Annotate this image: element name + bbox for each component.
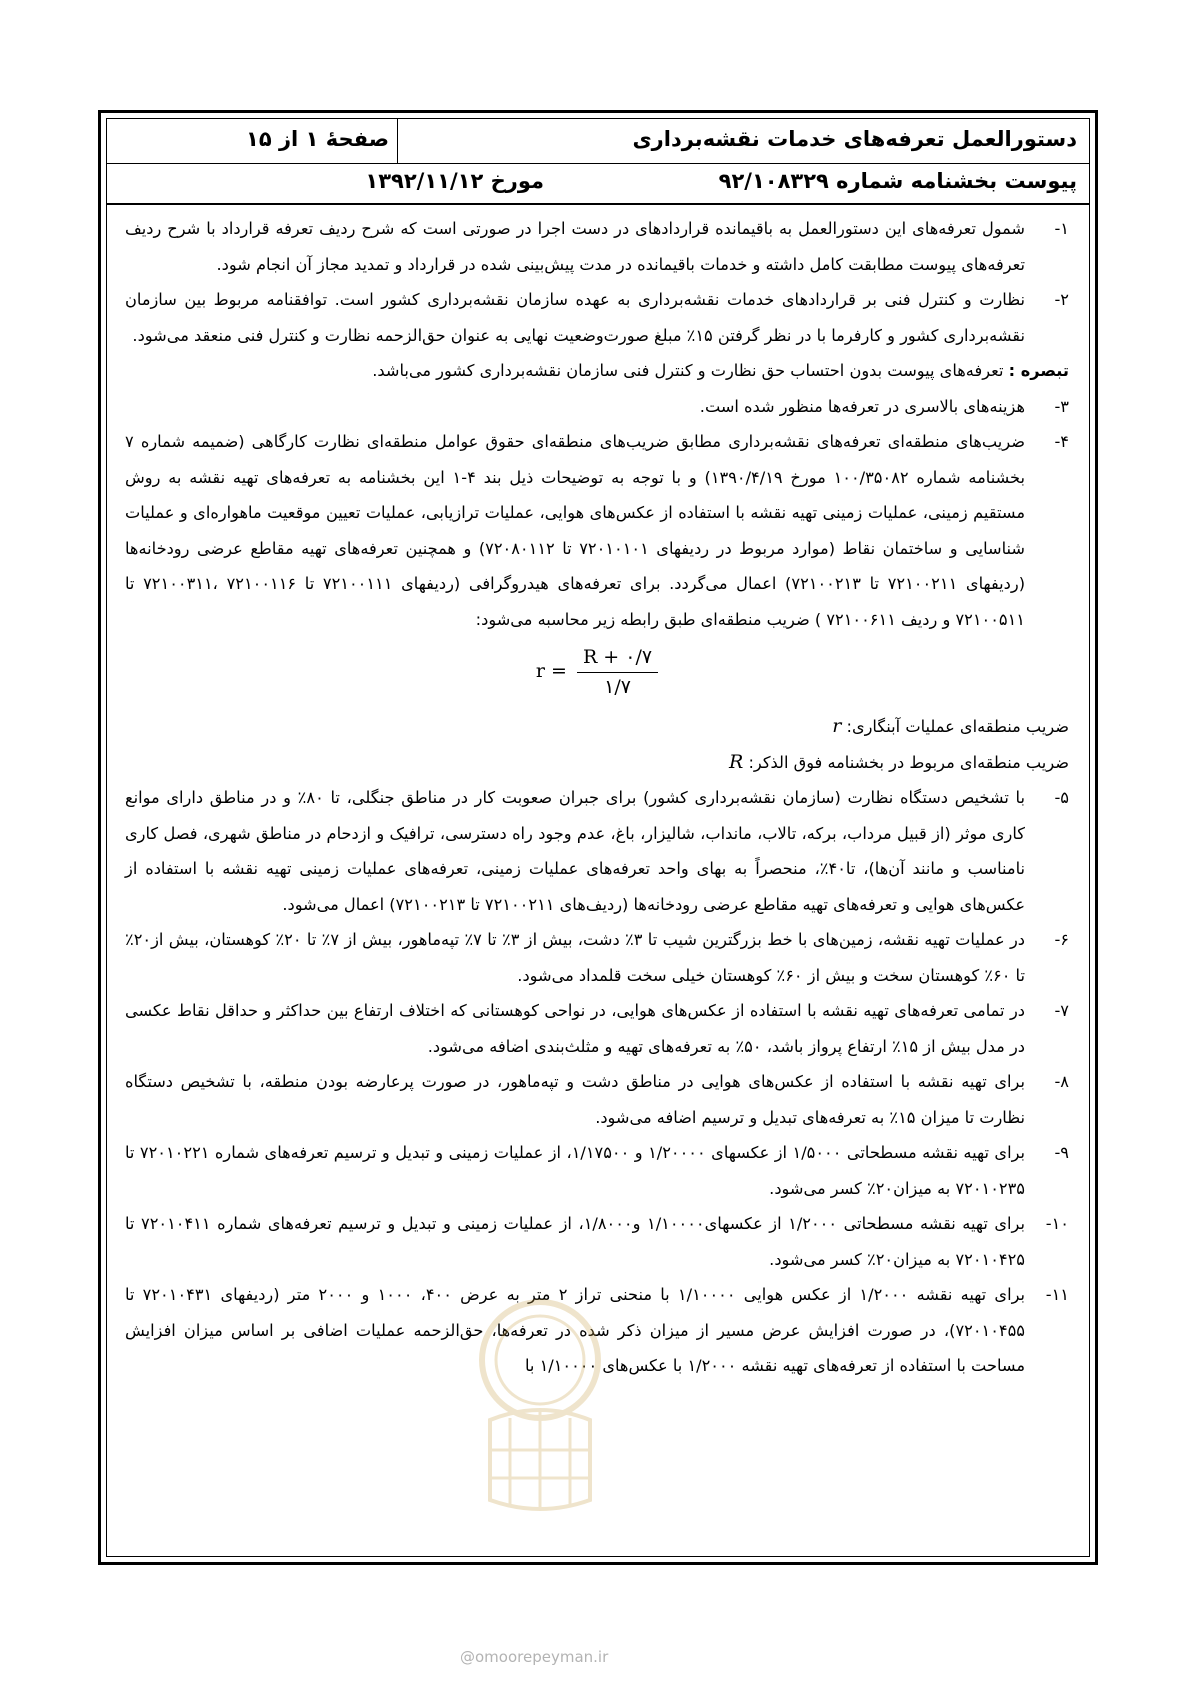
clause-text: نظارت و کنترل فنی بر قراردادهای خدمات نقشه‌برداری به عهده سازمان نقشه‌برداری کشور است. توافقنامه مربوط بین سازمان نقشه‌برداری کشور و کارفرما با در نظر گرفتن ۱۵٪ مبلغ صورت‌وضعیت نهایی به عنوان حق‌الزحمه نظارت و کنترل فنی منعقد می‌شود. [125,290,1025,345]
clause-9 [125,1135,1069,1206]
clause-11 [125,1277,1069,1384]
clause-3 [125,389,1069,425]
formula-lhs: r = [535,660,567,683]
clause-number: ۶- [1054,930,1069,949]
document-title: دستورالعمل تعرفه‌های خدمات نقشه‌برداری [632,127,1077,151]
clause-1 [125,211,1069,282]
clause-number: ۴- [1054,432,1069,451]
clause-text: برای تهیه نقشه مسطحاتی ۱/۵۰۰۰ از عکسهای ۱/۲۰۰۰۰ و ۱/۱۷۵۰۰، از عملیات زمینی و تبدیل و ترسیم تعرفه‌های شماره ۷۲۰۱۰۲۲۱ تا ۷۲۰۱۰۲۳۵ به میزان۲۰٪ کسر می‌شود. [125,1143,1026,1198]
circular-number: پیوست بخشنامه شماره ۹۲/۱۰۸۳۲۹ [718,169,1077,193]
definition-variable: R [729,750,744,773]
definition-R [125,745,1069,781]
header-row-circular [107,163,1089,205]
header-row-title [107,119,1089,164]
clause-text: با تشخیص دستگاه نظارت (سازمان نقشه‌برداری کشور) برای جبران صعوبت کار در مناطق جنگلی، تا ۸۰٪ و در مناطق دارای موانع کاری موثر (از قبیل مرداب، برکه، تالاب، مانداب، شالیزار، باغ، عدم وجود راه دسترسی، ترافیک و ازدحام در مناطق شهری، فصل کاری نامناسب و مانند آن‌ها)، تا۴۰٪، منحصراً به بهای واحد تعرفه‌های عملیات زمینی، تعرفه‌های عملیات زمینی تهیه نقشه با استفاده از عکس‌های هوایی و تعرفه‌های تهیه مقاطع عرضی رودخانه‌ها (ردیف‌های ۷۲۱۰۰۲۱۱ تا ۷۲۱۰۰۲۱۳) اعمال می‌شود. [125,788,1026,914]
note-label: تبصره : [1008,361,1069,380]
clause-text: برای تهیه نقشه ۱/۲۰۰۰ از عکس هوایی ۱/۱۰۰۰۰ با منحنی تراز ۲ متر به عرض ۴۰۰، ۱۰۰۰ و ۲۰۰۰ متر (ردیفهای ۷۲۰۱۰۴۳۱ تا ۷۲۰۱۰۴۵۵)، در صورت افزایش عرض مسیر از میزان ذکر شده در تعرفه‌ها، حق‌الزحمه عملیات اضافی بر اساس میزان افزایش مساحت با استفاده از تعرفه‌های تهیه نقشه ۱/۲۰۰۰ با عکس‌های ۱/۱۰۰۰۰ با [125,1285,1026,1375]
clause-text: برای تهیه نقشه مسطحاتی ۱/۲۰۰۰ از عکسهای۱/۱۰۰۰۰ و۱/۸۰۰۰، از عملیات زمینی و تبدیل و ترسیم تعرفه‌های شماره ۷۲۰۱۰۴۱۱ تا ۷۲۰۱۰۴۲۵ به میزان۲۰٪ کسر می‌شود. [125,1214,1025,1269]
site-watermark-url: @omoorepeyman.ir [460,1648,609,1666]
clause-4 [125,424,1069,637]
clause-text: در تمامی تعرفه‌های تهیه نقشه با استفاده از عکس‌های هوایی، در نواحی کوهستانی که اختلاف ارتفاع بین حداکثر و حداقل نقاط عکسی در مدل بیش از ۱۵٪ ارتفاع پرواز باشد، ۵۰٪ به تعرفه‌های تهیه و مثلث‌بندی اضافه می‌شود. [125,1001,1025,1056]
clause-number: ۸- [1054,1072,1069,1091]
definition-text: ضریب منطقه‌ای عملیات آبنگاری: [846,717,1069,736]
circular-date: مورخ ۱۳۹۲/۱۱/۱۲ [365,169,544,193]
document-frame [98,110,1098,1565]
clause-text: ضریب‌های منطقه‌ای تعرفه‌های نقشه‌برداری مطابق ضریب‌های منطقه‌ای حقوق عوامل منطقه‌ای نظارت کارگاهی (ضمیمه شماره ۷ بخشنامه شماره ۱۰۰/۳۵۰۸۲ مورخ ۱۳۹۰/۴/۱۹) و با توجه به توضیحات ذیل بند ۴-۱ این بخشنامه به تعرفه‌های تهیه نقشه به روش مستقیم زمینی، عملیات زمینی تهیه نقشه با استفاده از عکس‌های هوایی، عملیات ترازیابی، عملیات تعیین موقعیت ماهواره‌ای و عملیات شناسایی و ساختمان نقاط (موارد مربوط در ردیفهای ۷۲۰۱۰۱۰۱ تا ۷۲۰۸۰۱۱۲) و همچنین تعرفه‌های تهیه مقاطع عرضی رودخانه‌ها (ردیفهای ۷۲۱۰۰۲۱۱ تا ۷۲۱۰۰۲۱۳) اعمال می‌گردد. برای تعرفه‌های هیدروگرافی (ردیفهای ۷۲۱۰۰۱۱۱ تا ۷۲۱۰۰۱۱۶ ،۷۲۱۰۰۳۱۱ تا ۷۲۱۰۰۵۱۱ و ردیف ۷۲۱۰۰۶۱۱ ) ضریب منطقه‌ای طبق رابطه زیر محاسبه می‌شود: [125,432,1026,629]
document-body [125,211,1069,1552]
formula [125,641,1069,703]
clause-text: در عملیات تهیه نقشه، زمین‌های با خط بزرگترین شیب تا ۳٪ دشت، بیش از ۳٪ تا ۷٪ تپه‌ماهور، بیش از ۷٪ تا ۲۰٪ کوهستان، بیش از۲۰٪ تا ۶۰٪ کوهستان سخت و بیش از ۶۰٪ کوهستان خیلی سخت قلمداد می‌شود. [125,930,1025,985]
clause-number: ۷- [1054,1001,1069,1020]
clause-number: ۲- [1054,290,1069,309]
clause-8 [125,1064,1069,1135]
clause-number: ۱۰- [1045,1214,1069,1233]
definition-variable: r [832,715,842,737]
clause-number: ۵- [1054,788,1069,807]
header-divider [397,119,398,163]
clause-6 [125,922,1069,993]
clause-text: شمول تعرفه‌های این دستورالعمل به باقیمانده قراردادهای در دست اجرا در صورتی است که شرح ردیف تعرفه قرارداد با شرح ردیف تعرفه‌های پیوست مطابقت کامل داشته و خدمات باقیمانده در مدت پیش‌بینی شده در قرارداد و تمدید مجاز آن انجام شود. [125,219,1025,274]
clause-number: ۱- [1054,219,1069,238]
clause-number: ۳- [1054,396,1069,416]
note [125,353,1069,389]
clause-text: هزینه‌های بالاسری در تعرفه‌ها منظور شده است. [699,396,1025,416]
formula-denominator: ۱/۷ [604,675,631,698]
clause-2 [125,282,1069,353]
clause-5 [125,780,1069,922]
clause-number: ۹- [1054,1143,1069,1162]
definition-text: ضریب منطقه‌ای مربوط در بخشنامه فوق الذکر: [748,752,1069,772]
formula-numerator: R + ۰/۷ [577,644,658,673]
clause-7 [125,993,1069,1064]
definition-r [125,709,1069,745]
clause-text: برای تهیه نقشه با استفاده از عکس‌های هوایی در مناطق دشت و تپه‌ماهور، در صورت پرعارضه بودن منطقه، با تشخیص دستگاه نظارت تا میزان ۱۵٪ به تعرفه‌های تبدیل و ترسیم اضافه می‌شود. [125,1072,1025,1127]
note-text: تعرفه‌های پیوست بدون احتساب حق نظارت و کنترل فنی سازمان نقشه‌برداری کشور می‌باشد. [372,361,1004,380]
clause-number: ۱۱- [1045,1285,1069,1304]
formula-fraction [577,644,658,701]
page-number: صفحهٔ ۱ از ۱۵ [246,127,389,151]
clause-10 [125,1206,1069,1277]
document-inner-frame [106,118,1090,1557]
